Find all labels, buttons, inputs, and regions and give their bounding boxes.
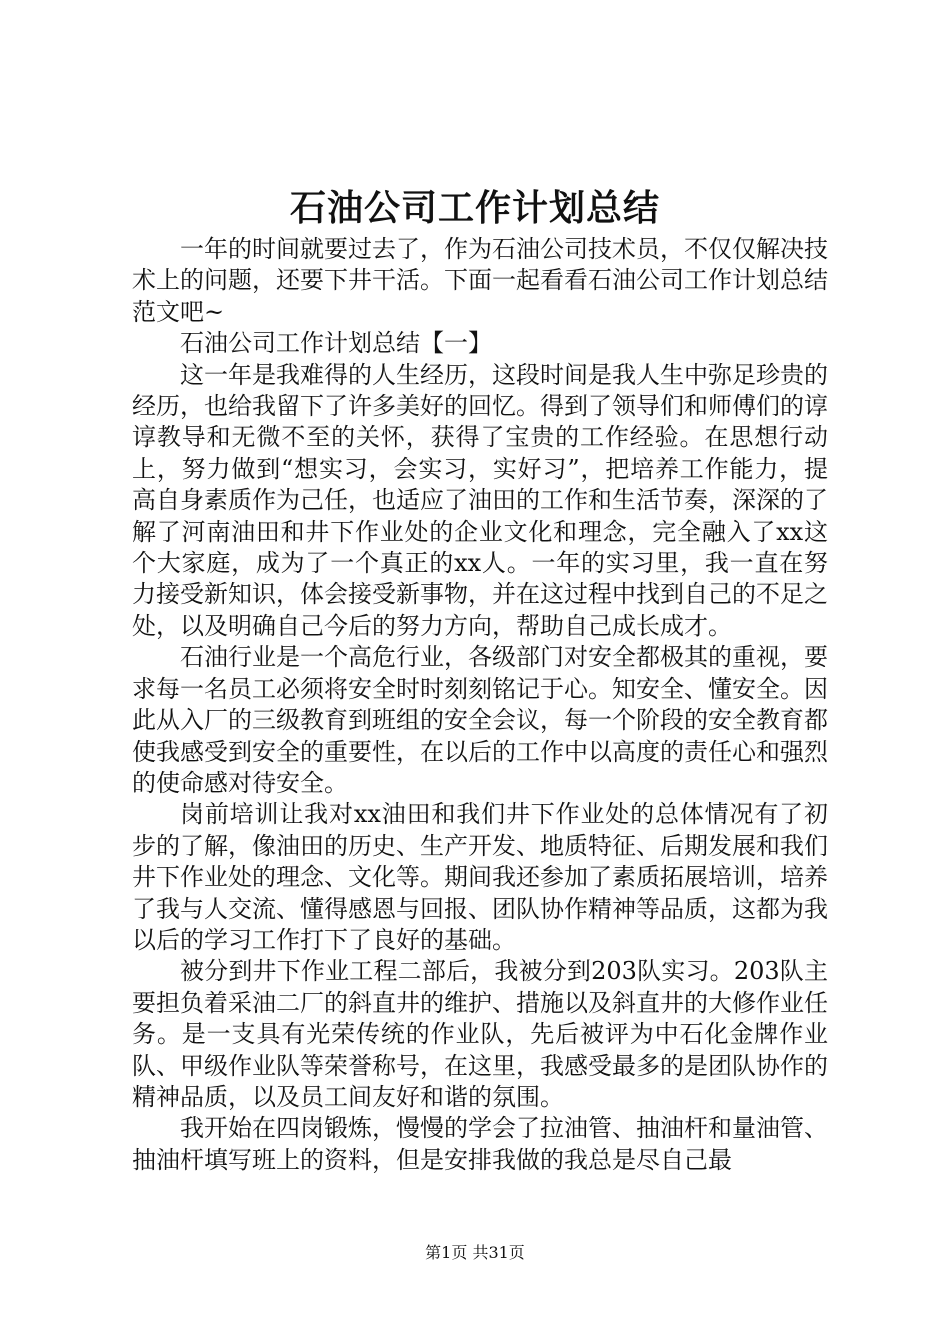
- section-heading: 石油公司工作计划总结【一】: [180, 329, 492, 358]
- body-paragraph: 我开始在四岗锻炼，慢慢的学会了拉油管、抽油杆和量油管、抽油杆填写班上的资料，但是安排我做的我总是尽自己最: [132, 1114, 828, 1174]
- body-paragraph: 石油行业是一个高危行业，各级部门对安全都极其的重视，要求每一名员工必须将安全时时刻刻铭记于心。知安全、懂安全。因此从入厂的三级教育到班组的安全会议，每一个阶段的安全教育都使我感受到安全的重要性，在以后的工作中以高度的责任心和强烈的使命感对待安全。: [132, 643, 828, 797]
- intro-paragraph: 一年的时间就要过去了，作为石油公司技术员，不仅仅解决技术上的问题，还要下井干活。下面一起看看石油公司工作计划总结范文吧~: [132, 235, 828, 326]
- body-paragraph: 岗前培训让我对xx油田和我们井下作业处的总体情况有了初步的了解，像油田的历史、生产开发、地质特征、后期发展和我们井下作业处的理念、文化等。期间我还参加了素质拓展培训，培养了我与人交流、懂得感恩与回报、团队协作精神等品质，这都为我以后的学习工作打下了良好的基础。: [132, 800, 828, 954]
- document-body: [132, 234, 828, 1176]
- body-paragraph: 这一年是我难得的人生经历，这段时间是我人生中弥足珍贵的经历，也给我留下了许多美好的回忆。得到了领导们和师傅们的谆谆教导和无微不至的关怀，获得了宝贵的工作经验。在思想行动上，努力做到“想实习，会实习，实好习”，把培养工作能力，提高自身素质作为己任，也适应了油田的工作和生活节奏，深深的了解了河南油田和井下作业处的企业文化和理念，完全融入了xx这个大家庭，成为了一个真正的xx人。一年的实习里，我一直在努力接受新知识，体会接受新事物，并在这过程中找到自己的不足之处，以及明确自己今后的努力方向，帮助自己成长成才。: [132, 360, 828, 640]
- body-paragraph: 被分到井下作业工程二部后，我被分到203队实习。203队主要担负着采油二厂的斜直井的维护、措施以及斜直井的大修作业任务。是一支具有光荣传统的作业队，先后被评为中石化金牌作业队、甲级作业队等荣誉称号，在这里，我感受最多的是团队协作的精神品质，以及员工间友好和谐的氛围。: [132, 957, 828, 1111]
- document-title: 石油公司工作计划总结: [289, 187, 660, 229]
- page-number-footer: 第1页 共31页: [425, 1243, 525, 1262]
